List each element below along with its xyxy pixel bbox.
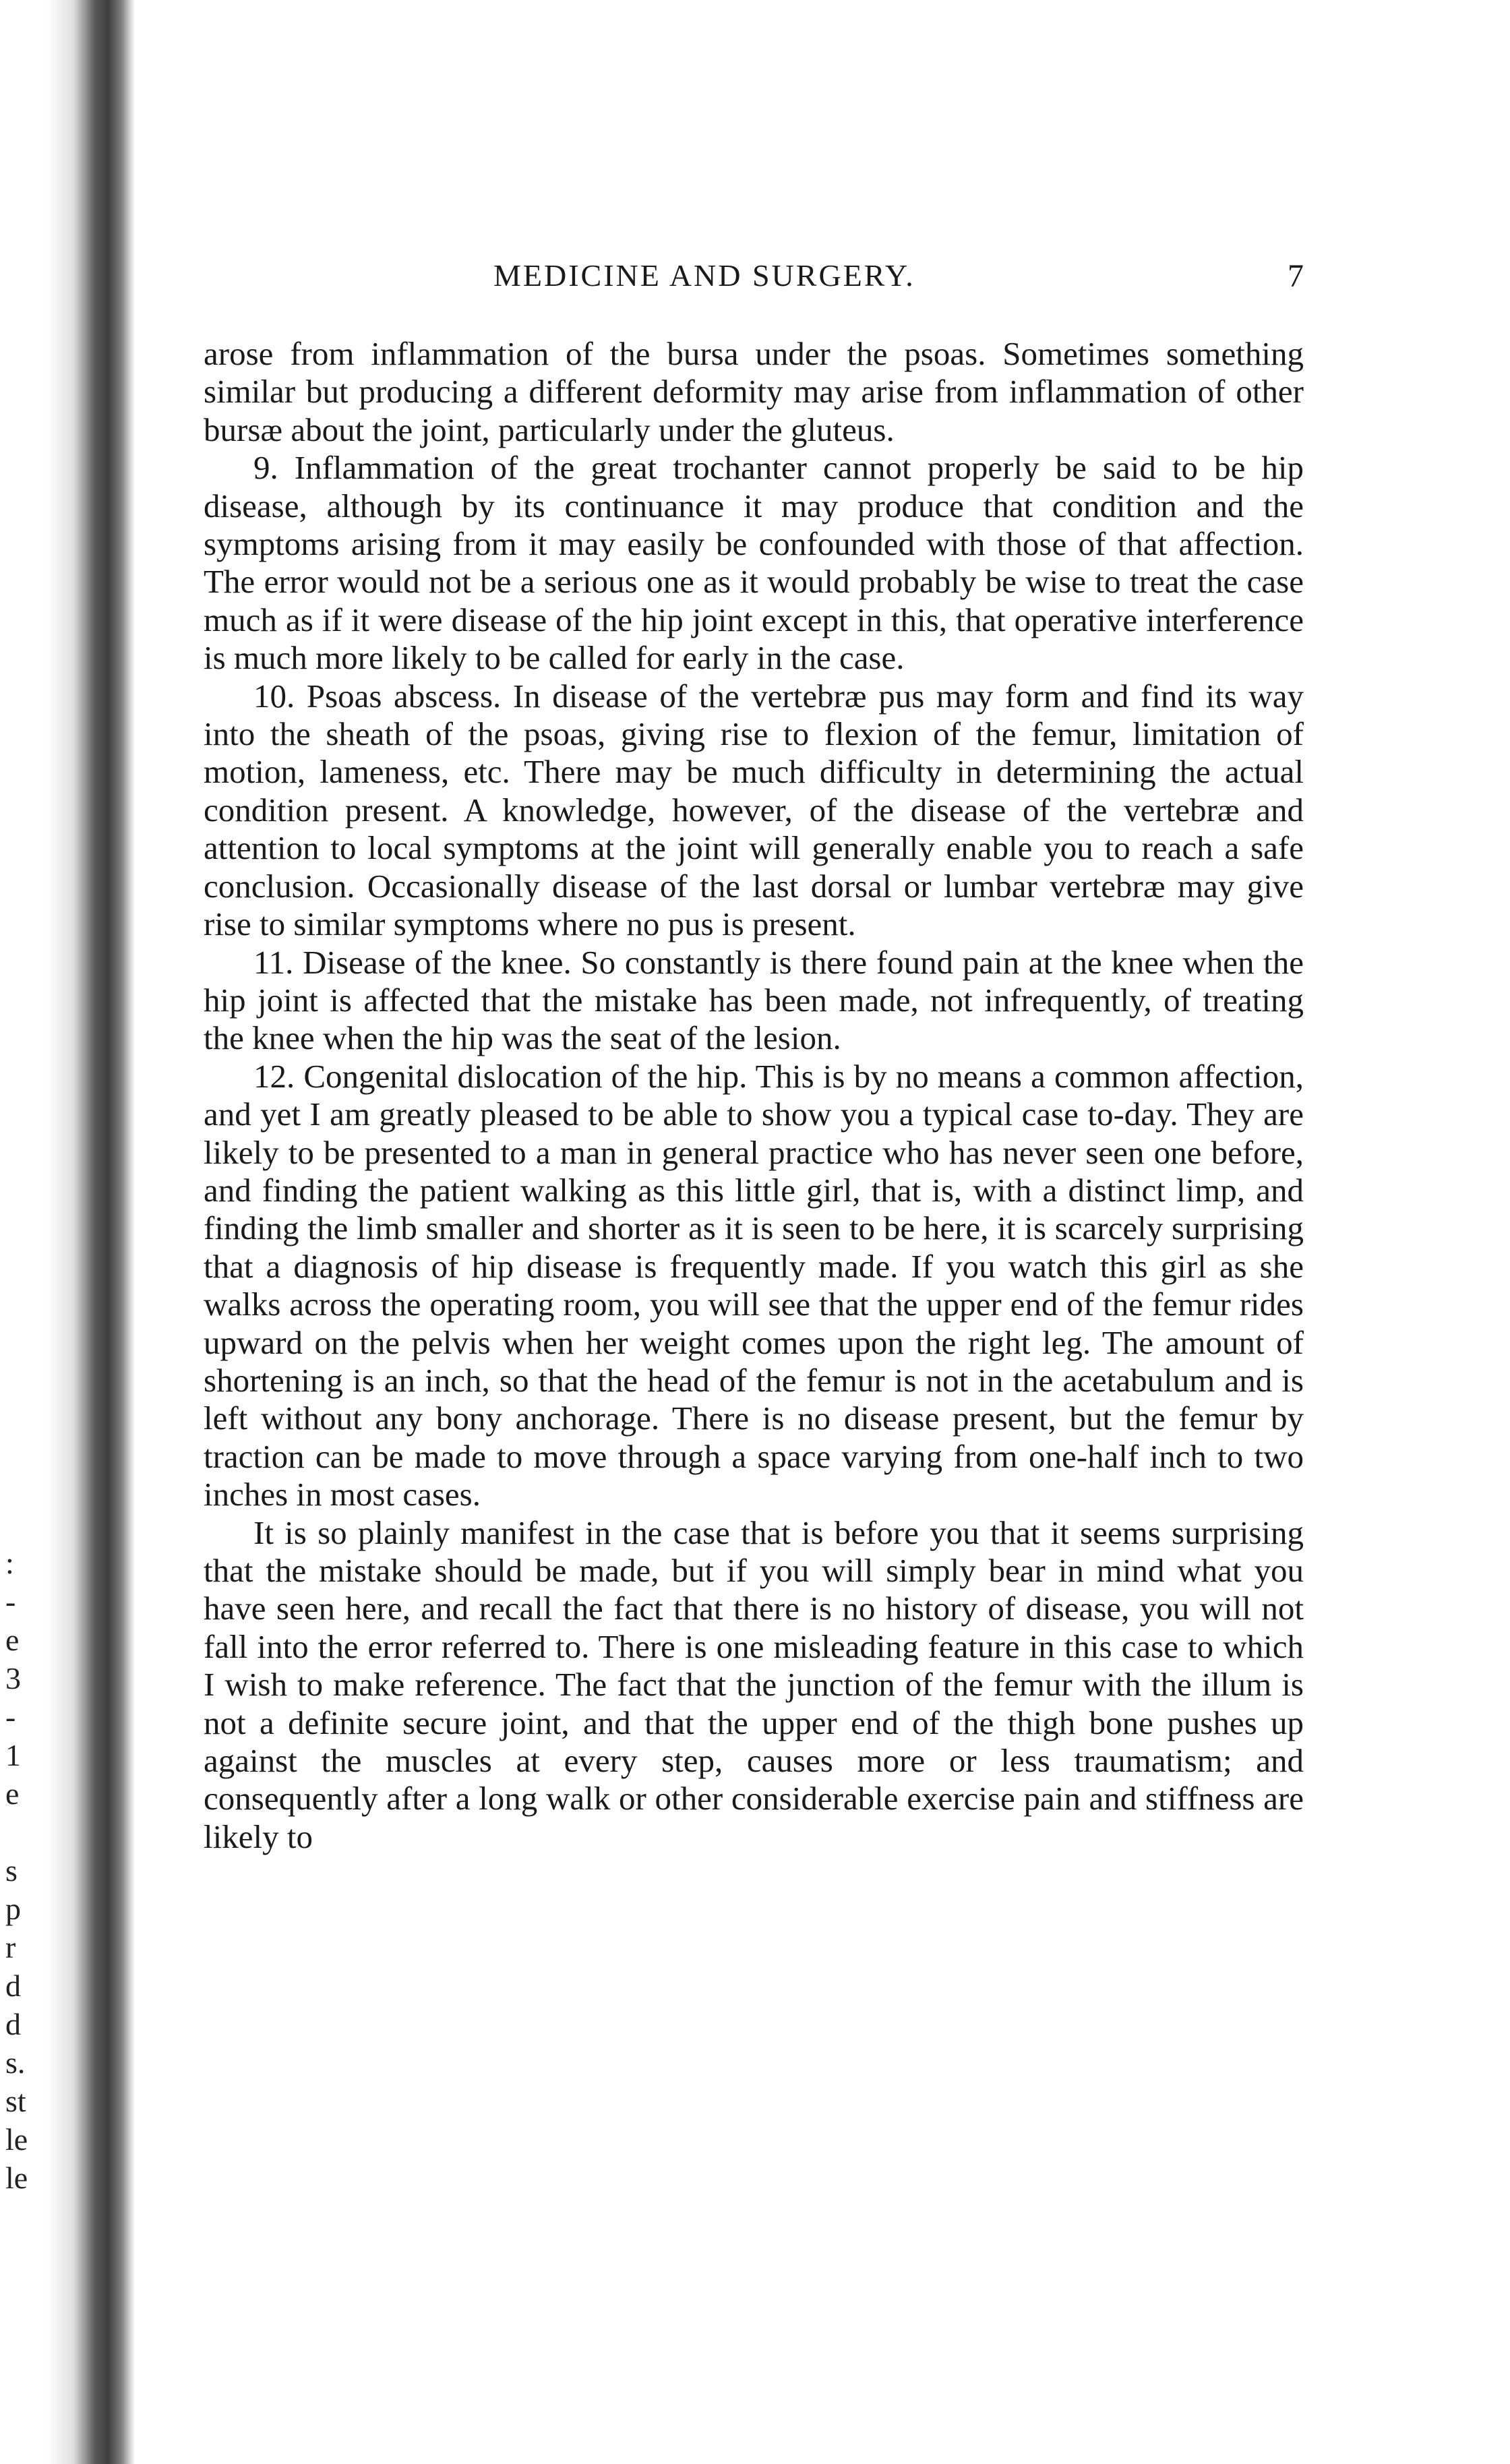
paragraph: 12. Congenital dislocation of the hip. This is by no means a common affection, and yet I am greatly pleased to be able to show you a typical case to-day. They are likely to be presented to a man in general practice who has never seen one before, and finding the patient walking as this little girl, that is, with a distinct limp, and finding the limb smaller and shorter as it is seen to be here, it is scarcely surprising that a diagnosis of hip disease is frequently made. If you watch this girl as she walks across the operating room, you will see that the upper end of the femur rides upward on the pelvis when her weight comes upon the right leg. The amount of shortening is an inch, so that the head of the femur is not in the acetabulum and is left without any bony anchorage. There is no disease present, but the femur by traction can be made to move through a space varying from one-half inch to two inches in most cases. bbox=[204, 1057, 1304, 1513]
edge-letter: 3 bbox=[5, 1661, 21, 1695]
edge-letter: e bbox=[5, 1623, 20, 1657]
edge-letter: st bbox=[5, 2084, 26, 2118]
paragraph: 11. Disease of the knee. So constantly is there found pain at the knee when the hip joint is affected that the mistake has been made, not infrequently, of treating the knee when the hip was the seat of the lesion. bbox=[204, 943, 1304, 1057]
running-header bbox=[204, 258, 1304, 305]
edge-letter: - bbox=[5, 1700, 16, 1734]
page-number: 7 bbox=[1288, 258, 1304, 294]
edge-letter: r bbox=[5, 1930, 16, 1964]
binding-gutter-shadow bbox=[47, 0, 135, 2464]
edge-letter: s. bbox=[5, 2045, 26, 2080]
edge-letter: 1 bbox=[5, 1738, 21, 1772]
paragraph: 10. Psoas abscess. In disease of the vertebræ pus may form and find its way into the sheath of the psoas, giving rise to flexion of the femur, limitation of motion, lameness, etc. There may be much difficulty in determining the actual condition present. A knowledge, however, of the disease of the vertebræ and attention to local symptoms at the joint will generally enable you to reach a safe conclusion. Occasionally disease of the last dorsal or lumbar vertebræ may give rise to similar symptoms where no pus is present. bbox=[204, 677, 1304, 943]
running-title: MEDICINE AND SURGERY. bbox=[493, 258, 915, 293]
paragraph: arose from inflammation of the bursa under the psoas. Sometimes something similar but producing a different deformity may arise from inflammation of other bursæ about the joint, particularly under the gluteus. bbox=[204, 335, 1304, 448]
paragraph: It is so plainly manifest in the case that is before you that it seems surprising that the mistake should be made, but if you will simply bear in mind what you have seen here, and recall the fact that there is no history of disease, you will not fall into the error referred to. There is one misleading feature in this case to which I wish to make reference. The fact that the junction of the femur with the illum is not a definite secure joint, and that the upper end of the thigh bone pushes up against the muscles at every step, causes more or less traumatism; and consequently after a long walk or other considerable exercise pain and stiffness are likely to bbox=[204, 1513, 1304, 1855]
paragraph: 9. Inflammation of the great trochanter cannot properly be said to be hip disease, although by its continuance it may produce that condition and the symptoms arising from it may easily be confounded with those of that affection. The error would not be a serious one as it would probably be wise to treat the case much as if it were disease of the hip joint except in this, that operative interference is much more likely to be called for early in the case. bbox=[204, 449, 1304, 677]
edge-letter: d bbox=[5, 1969, 21, 2003]
edge-letter: le bbox=[5, 2161, 28, 2195]
adjacent-page-edge-letters bbox=[5, 1544, 59, 2197]
edge-letter: s bbox=[5, 1853, 18, 1888]
edge-letter: d bbox=[5, 2007, 21, 2041]
edge-letter: p bbox=[5, 1892, 21, 1926]
body-text bbox=[204, 335, 1304, 1856]
edge-letter: : bbox=[5, 1546, 14, 1580]
edge-letter: - bbox=[5, 1584, 16, 1619]
edge-letter: e bbox=[5, 1776, 20, 1811]
edge-letter: le bbox=[5, 2122, 28, 2157]
edge-letter bbox=[5, 1813, 59, 1851]
